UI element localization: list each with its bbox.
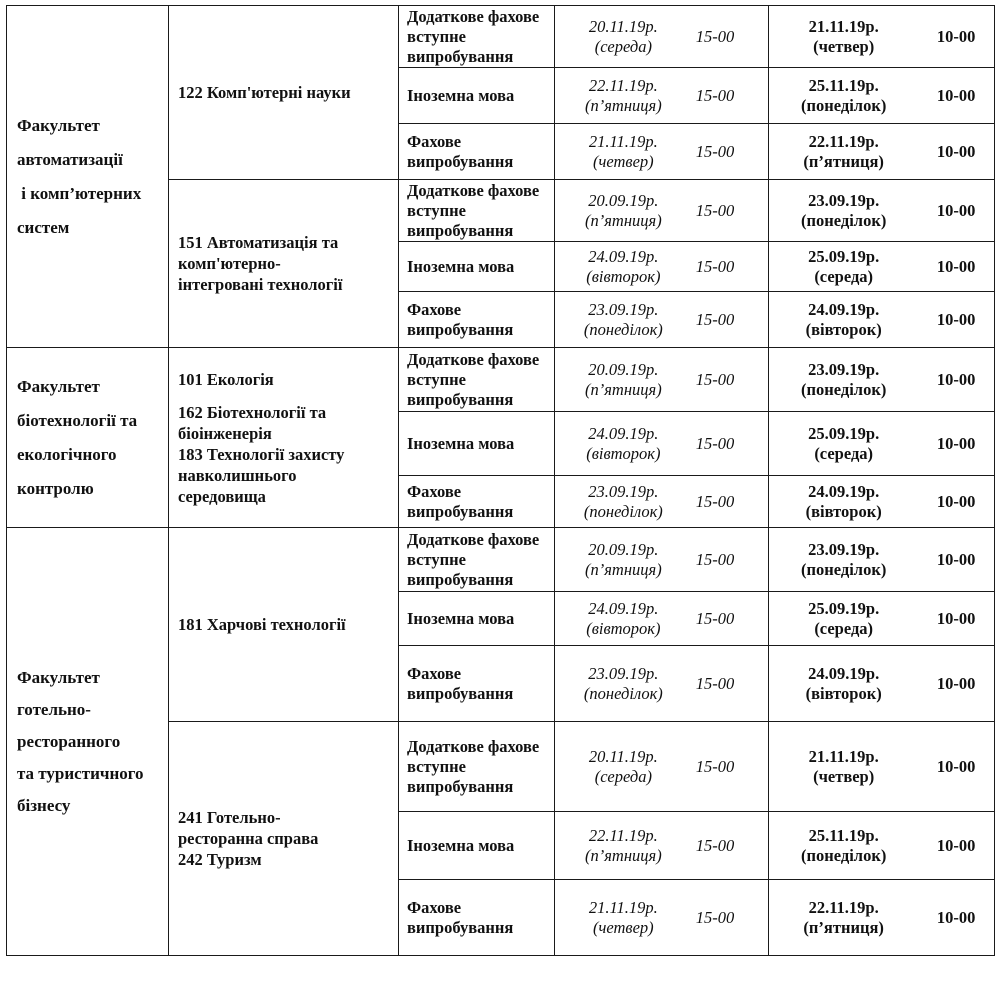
exam-date <box>769 826 918 866</box>
faculty-name-line: ресторанного <box>17 731 121 751</box>
consult-weekday: (понеділок) <box>583 501 663 521</box>
faculty-name-line: Факультет <box>17 376 100 396</box>
exam-name-cell <box>399 124 555 180</box>
exam-name-cell <box>399 592 555 646</box>
exam-date-value: 24.09.19р. <box>808 299 880 319</box>
consult-time: 15-00 <box>695 835 735 855</box>
faculty-name-line: Факультет <box>17 115 100 135</box>
consult-date-value: 20.11.19р. <box>588 746 658 766</box>
faculty-name-line: біотехнології та <box>17 410 138 430</box>
exam-date-cell <box>769 124 995 180</box>
specialty-line: 181 Харчові технології <box>178 615 346 634</box>
specialty-line: 241 Готельно- <box>178 808 281 827</box>
consult-cell <box>555 292 769 348</box>
consult-date <box>555 747 692 787</box>
specialty-line: комп'ютерно- <box>178 254 281 273</box>
exam-date-cell <box>769 592 995 646</box>
exam-name: Фахове випробування <box>407 481 514 521</box>
exam-date <box>769 482 918 522</box>
specialty-line: 242 Туризм <box>178 850 262 869</box>
consult-date <box>555 360 692 400</box>
consult-cell <box>555 812 769 880</box>
exam-date <box>769 76 918 116</box>
consult-date <box>555 76 692 116</box>
consult-cell <box>555 412 769 476</box>
specialty-gap <box>178 390 398 402</box>
exam-name: Іноземна мова <box>407 835 515 855</box>
consult-cell <box>555 124 769 180</box>
exam-time: 10-00 <box>936 200 976 220</box>
consult-weekday: (четвер) <box>593 917 654 937</box>
exam-date-value: 21.11.19р. <box>808 746 879 766</box>
specialty-line: 162 Біотехнології та <box>178 402 327 422</box>
consult-date-value: 22.11.19р. <box>588 825 658 845</box>
exam-date-value: 21.11.19р. <box>808 16 879 36</box>
exam-date-cell <box>769 348 995 412</box>
faculty-name-line: і комп’ютерних <box>17 183 142 203</box>
consult-date <box>555 191 692 231</box>
consult-cell <box>555 476 769 528</box>
consult-weekday: (п’ятниця) <box>585 559 662 579</box>
consult-time: 15-00 <box>695 85 735 105</box>
exam-time: 10-00 <box>936 549 976 569</box>
consult-cell <box>555 880 769 956</box>
consult-date <box>555 132 692 172</box>
exam-time: 10-00 <box>936 369 976 389</box>
consult-date <box>555 247 692 287</box>
consult-cell <box>555 722 769 812</box>
consult-date-value: 20.11.19р. <box>588 16 658 36</box>
specialty-line: ресторанна справа <box>178 829 319 848</box>
exam-time: 10-00 <box>936 26 976 46</box>
exam-date-cell <box>769 528 995 592</box>
exam-name-cell <box>399 476 555 528</box>
faculty-cell <box>7 6 169 348</box>
exam-date <box>769 300 918 340</box>
consult-weekday: (вівторок) <box>586 618 661 638</box>
faculty-name-line: систем <box>17 217 70 237</box>
exam-date <box>769 424 918 464</box>
exam-weekday: (вівторок) <box>805 319 882 339</box>
exam-name: Іноземна мова <box>407 608 515 628</box>
exam-name-cell <box>399 880 555 956</box>
exam-name: Додаткове фахове вступне випробування <box>407 349 540 409</box>
exam-date-value: 23.09.19р. <box>808 359 880 379</box>
exam-weekday: (понеділок) <box>801 845 887 865</box>
exam-weekday: (понеділок) <box>801 95 887 115</box>
consult-weekday: (п’ятниця) <box>585 210 662 230</box>
exam-name-cell <box>399 348 555 412</box>
consult-date <box>555 482 692 522</box>
exam-name: Фахове випробування <box>407 897 514 937</box>
consult-date <box>555 826 692 866</box>
consult-weekday: (понеділок) <box>583 319 663 339</box>
specialty-cell <box>169 528 399 722</box>
exam-date <box>769 898 918 938</box>
faculty-cell <box>7 528 169 956</box>
consult-date-value: 20.09.19р. <box>588 359 659 379</box>
schedule-body <box>7 6 995 956</box>
table-row <box>7 6 995 68</box>
exam-name: Іноземна мова <box>407 256 515 276</box>
exam-date-cell <box>769 812 995 880</box>
consult-date-value: 24.09.19р. <box>588 598 659 618</box>
consult-time: 15-00 <box>695 491 735 511</box>
exam-time: 10-00 <box>936 835 976 855</box>
exam-date-cell <box>769 880 995 956</box>
exam-date <box>769 599 918 639</box>
specialty-line: інтегровані технології <box>178 275 343 294</box>
exam-name: Іноземна мова <box>407 433 515 453</box>
exam-date-value: 22.11.19р. <box>808 897 879 917</box>
consult-date-value: 24.09.19р. <box>588 246 659 266</box>
exam-time: 10-00 <box>936 309 976 329</box>
exam-date <box>769 664 918 704</box>
consult-date-value: 23.09.19р. <box>588 481 659 501</box>
exam-time: 10-00 <box>936 433 976 453</box>
exam-date-value: 25.11.19р. <box>808 825 879 845</box>
consult-date <box>555 424 692 464</box>
exam-name: Іноземна мова <box>407 85 515 105</box>
consult-date-value: 21.11.19р. <box>588 897 658 917</box>
consult-time: 15-00 <box>695 673 735 693</box>
consult-time: 15-00 <box>695 200 735 220</box>
exam-time: 10-00 <box>936 756 976 776</box>
consult-date-value: 21.11.19р. <box>588 131 658 151</box>
exam-date-value: 22.11.19р. <box>808 131 879 151</box>
exam-schedule-table <box>6 5 995 956</box>
exam-name: Додаткове фахове вступне випробування <box>407 6 540 66</box>
exam-name-cell <box>399 646 555 722</box>
specialty-line: 151 Автоматизація та <box>178 233 339 252</box>
exam-date <box>769 540 918 580</box>
exam-date <box>769 360 918 400</box>
faculty-name-line: та туристичного <box>17 763 144 783</box>
exam-name: Фахове випробування <box>407 663 514 703</box>
faculty-name-line: екологічного <box>17 444 117 464</box>
specialty-line: 183 Технології захисту <box>178 444 345 464</box>
consult-cell <box>555 242 769 292</box>
exam-weekday: (середа) <box>814 266 874 286</box>
consult-weekday: (середа) <box>594 36 652 56</box>
consult-weekday: (п’ятниця) <box>585 845 662 865</box>
exam-weekday: (п’ятниця) <box>803 151 884 171</box>
exam-time: 10-00 <box>936 85 976 105</box>
faculty-name-line: автоматизації <box>17 149 123 169</box>
consult-weekday: (вівторок) <box>586 443 661 463</box>
exam-date-cell <box>769 242 995 292</box>
specialty-line: навколишнього <box>178 465 297 485</box>
exam-weekday: (понеділок) <box>801 210 887 230</box>
exam-date-cell <box>769 180 995 242</box>
exam-name-cell <box>399 180 555 242</box>
consult-date-value: 22.11.19р. <box>588 75 658 95</box>
exam-name-cell <box>399 6 555 68</box>
faculty-name-line: бізнесу <box>17 795 71 815</box>
exam-date-value: 23.09.19р. <box>808 539 880 559</box>
exam-name-cell <box>399 68 555 124</box>
exam-date-value: 25.09.19р. <box>808 246 880 266</box>
consult-cell <box>555 68 769 124</box>
exam-date-value: 25.09.19р. <box>808 598 880 618</box>
exam-time: 10-00 <box>936 673 976 693</box>
exam-name-cell <box>399 722 555 812</box>
exam-date <box>769 132 918 172</box>
consult-date-value: 20.09.19р. <box>588 190 659 210</box>
exam-date <box>769 747 918 787</box>
exam-date-value: 25.09.19р. <box>808 423 880 443</box>
consult-date-value: 20.09.19р. <box>588 539 659 559</box>
exam-date-cell <box>769 476 995 528</box>
exam-time: 10-00 <box>936 907 976 927</box>
consult-date <box>555 540 692 580</box>
consult-cell <box>555 180 769 242</box>
faculty-name-line: готельно- <box>17 699 91 719</box>
exam-weekday: (четвер) <box>813 36 875 56</box>
consult-time: 15-00 <box>695 369 735 389</box>
consult-time: 15-00 <box>695 141 735 161</box>
exam-date <box>769 191 918 231</box>
exam-weekday: (вівторок) <box>805 501 882 521</box>
exam-weekday: (понеділок) <box>801 379 887 399</box>
consult-time: 15-00 <box>695 907 735 927</box>
exam-name-cell <box>399 412 555 476</box>
exam-name-cell <box>399 292 555 348</box>
specialty-cell <box>169 6 399 180</box>
exam-name-cell <box>399 242 555 292</box>
exam-time: 10-00 <box>936 491 976 511</box>
exam-time: 10-00 <box>936 141 976 161</box>
table-row <box>7 528 995 592</box>
exam-date-value: 25.11.19р. <box>808 75 879 95</box>
exam-date <box>769 247 918 287</box>
exam-weekday: (п’ятниця) <box>803 917 884 937</box>
consult-date <box>555 664 692 704</box>
table-row <box>7 348 995 412</box>
exam-name: Додаткове фахове вступне випробування <box>407 180 540 240</box>
specialty-line: середовища <box>178 486 266 506</box>
consult-time: 15-00 <box>695 549 735 569</box>
consult-date-value: 24.09.19р. <box>588 423 659 443</box>
exam-name-cell <box>399 812 555 880</box>
exam-date <box>769 17 918 57</box>
faculty-cell <box>7 348 169 528</box>
consult-cell <box>555 6 769 68</box>
exam-name-cell <box>399 528 555 592</box>
exam-name: Додаткове фахове вступне випробування <box>407 529 540 589</box>
consult-weekday: (вівторок) <box>586 266 661 286</box>
specialty-line: 122 Комп'ютерні науки <box>178 83 351 102</box>
exam-date-cell <box>769 646 995 722</box>
consult-weekday: (понеділок) <box>583 683 663 703</box>
exam-date-cell <box>769 722 995 812</box>
consult-time: 15-00 <box>695 309 735 329</box>
exam-name: Фахове випробування <box>407 131 514 171</box>
consult-date <box>555 898 692 938</box>
consult-time: 15-00 <box>695 756 735 776</box>
consult-cell <box>555 646 769 722</box>
exam-weekday: (середа) <box>814 443 874 463</box>
exam-time: 10-00 <box>936 608 976 628</box>
consult-time: 15-00 <box>695 26 735 46</box>
consult-time: 15-00 <box>695 256 735 276</box>
consult-cell <box>555 592 769 646</box>
specialty-line: 101 Екологія <box>178 369 274 389</box>
exam-date-value: 24.09.19р. <box>808 663 880 683</box>
consult-cell <box>555 528 769 592</box>
consult-weekday: (п’ятниця) <box>585 95 662 115</box>
exam-date-value: 23.09.19р. <box>808 190 880 210</box>
consult-time: 15-00 <box>695 608 735 628</box>
specialty-line: біоінженерія <box>178 423 272 443</box>
exam-date-cell <box>769 412 995 476</box>
consult-weekday: (четвер) <box>593 151 654 171</box>
faculty-name-line: Факультет <box>17 667 100 687</box>
exam-name: Фахове випробування <box>407 299 514 339</box>
specialty-cell <box>169 180 399 348</box>
specialty-cell <box>169 722 399 956</box>
exam-weekday: (вівторок) <box>805 683 882 703</box>
consult-cell <box>555 348 769 412</box>
consult-date-value: 23.09.19р. <box>588 663 659 683</box>
exam-date-cell <box>769 292 995 348</box>
exam-time: 10-00 <box>936 256 976 276</box>
consult-date <box>555 599 692 639</box>
consult-date-value: 23.09.19р. <box>588 299 659 319</box>
consult-weekday: (середа) <box>594 766 652 786</box>
exam-weekday: (четвер) <box>813 766 875 786</box>
exam-date-cell <box>769 68 995 124</box>
consult-time: 15-00 <box>695 433 735 453</box>
exam-weekday: (понеділок) <box>801 559 887 579</box>
faculty-name-line: контролю <box>17 478 94 498</box>
consult-date <box>555 300 692 340</box>
specialty-cell <box>169 348 399 528</box>
exam-weekday: (середа) <box>814 618 874 638</box>
exam-date-cell <box>769 6 995 68</box>
consult-date <box>555 17 692 57</box>
consult-weekday: (п’ятниця) <box>585 379 662 399</box>
exam-name: Додаткове фахове вступне випробування <box>407 736 540 796</box>
exam-date-value: 24.09.19р. <box>808 481 880 501</box>
